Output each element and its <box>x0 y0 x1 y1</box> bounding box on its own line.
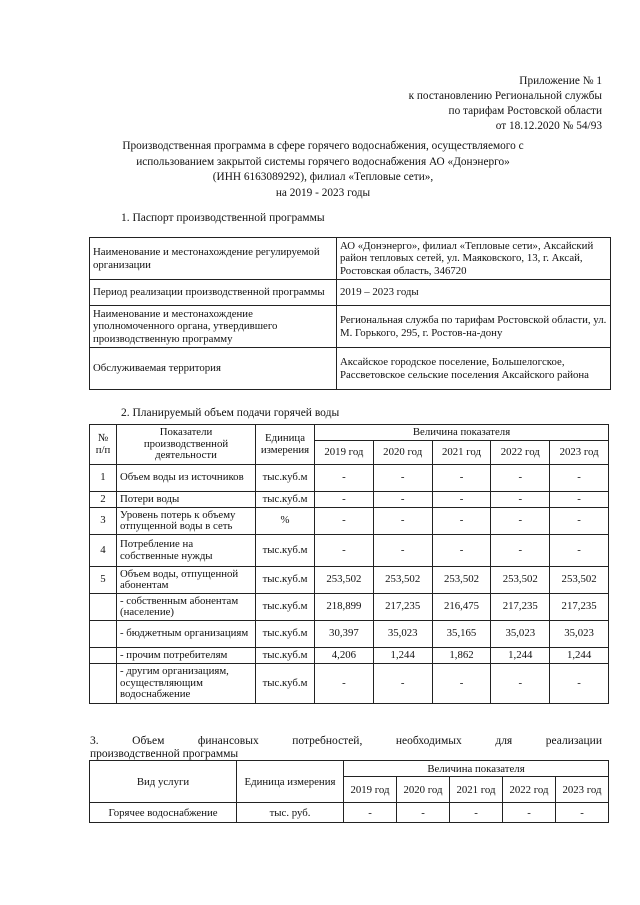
row-value: 218,899 <box>315 594 374 621</box>
table-row <box>90 306 611 348</box>
row-value: 217,235 <box>550 594 609 621</box>
row-name: Уровень потерь к объему отпущенной воды в сеть <box>117 508 256 535</box>
row-value: - <box>503 803 556 823</box>
table-row <box>90 238 611 280</box>
row-value: - <box>550 492 609 508</box>
section1-heading: 1. Паспорт производственной программы <box>121 212 325 224</box>
section3-heading <box>90 735 602 761</box>
row-value: 35,165 <box>432 621 491 648</box>
table-row <box>90 280 611 306</box>
header-num: № п/п <box>90 425 117 465</box>
passport-value: АО «Донэнерго», филиал «Тепловые сети», Аксайский район тепловых сетей, ул. Маяковского, 13, г. Аксай, Ростовская область, 346720 <box>337 238 611 280</box>
heading-word: Объем <box>132 735 165 747</box>
header-year: 2019 год <box>344 777 397 803</box>
row-value: - <box>550 535 609 567</box>
heading-word: финансовых <box>197 735 259 747</box>
row-value: 253,502 <box>432 567 491 594</box>
row-num <box>90 648 117 664</box>
row-value: - <box>550 508 609 535</box>
row-num <box>90 621 117 648</box>
heading-word: потребностей, <box>292 735 363 747</box>
heading-word: реализации <box>545 735 602 747</box>
table-row <box>90 535 609 567</box>
section2-heading: 2. Планируемый объем подачи горячей воды <box>121 407 340 419</box>
header-year: 2019 год <box>315 441 374 465</box>
row-value: 35,023 <box>373 621 432 648</box>
table-row <box>90 594 609 621</box>
row-value: - <box>450 803 503 823</box>
row-num: 4 <box>90 535 117 567</box>
row-unit: тыс.куб.м <box>256 621 315 648</box>
row-value: - <box>491 664 550 704</box>
appendix-line: Приложение № 1 <box>519 75 602 87</box>
row-value: - <box>373 664 432 704</box>
document-title <box>90 139 556 201</box>
row-num: 1 <box>90 465 117 492</box>
row-service: Горячее водоснабжение <box>90 803 237 823</box>
row-value: 217,235 <box>373 594 432 621</box>
row-unit: тыс.куб.м <box>256 664 315 704</box>
row-name: Потребление на собственные нужды <box>117 535 256 567</box>
heading-word: для <box>495 735 513 747</box>
heading-line: производственной программы <box>90 748 239 760</box>
header-value: Величина показателя <box>344 761 609 777</box>
row-value: - <box>550 465 609 492</box>
row-value: - <box>315 492 374 508</box>
row-value: 35,023 <box>491 621 550 648</box>
row-unit: тыс. руб. <box>237 803 344 823</box>
row-unit: тыс.куб.м <box>256 492 315 508</box>
row-value: 216,475 <box>432 594 491 621</box>
row-unit: тыс.куб.м <box>256 648 315 664</box>
passport-label: Наименование и местонахождение регулируемой организации <box>90 238 337 280</box>
row-value: - <box>373 465 432 492</box>
row-value: 1,244 <box>491 648 550 664</box>
header-year: 2021 год <box>450 777 503 803</box>
row-unit: тыс.куб.м <box>256 535 315 567</box>
table-row <box>90 648 609 664</box>
row-value: - <box>397 803 450 823</box>
row-value: 1,244 <box>550 648 609 664</box>
row-name: Объем воды, отпущенной абонентам <box>117 567 256 594</box>
row-value: - <box>315 465 374 492</box>
row-value: - <box>491 535 550 567</box>
row-value: - <box>373 535 432 567</box>
row-value: - <box>550 664 609 704</box>
header-unit: Единица измерения <box>256 425 315 465</box>
row-value: - <box>315 664 374 704</box>
row-value: 253,502 <box>373 567 432 594</box>
table-row <box>90 621 609 648</box>
table-row <box>90 567 609 594</box>
row-num <box>90 664 117 704</box>
row-unit: тыс.куб.м <box>256 567 315 594</box>
header-year: 2022 год <box>503 777 556 803</box>
row-num <box>90 594 117 621</box>
table-row <box>90 803 609 823</box>
row-unit: тыс.куб.м <box>256 594 315 621</box>
row-value: 4,206 <box>315 648 374 664</box>
finance-table <box>89 760 609 823</box>
header-year: 2022 год <box>491 441 550 465</box>
row-unit: тыс.куб.м <box>256 465 315 492</box>
row-num: 3 <box>90 508 117 535</box>
passport-label: Период реализации производственной программы <box>90 280 337 306</box>
row-value: - <box>315 535 374 567</box>
header-year: 2020 год <box>373 441 432 465</box>
row-value: - <box>491 465 550 492</box>
row-value: 1,862 <box>432 648 491 664</box>
row-name: Потери воды <box>117 492 256 508</box>
title-line: Производственная программа в сфере горячего водоснабжения, осуществляемого с <box>122 140 524 152</box>
row-value: - <box>373 492 432 508</box>
row-value: - <box>432 492 491 508</box>
appendix-line: к постановлению Региональной службы <box>408 90 602 102</box>
passport-value: Региональная служба по тарифам Ростовской области, ул. М. Горького, 295, г. Ростов-на-дону <box>337 306 611 348</box>
row-num: 2 <box>90 492 117 508</box>
title-line: на 2019 - 2023 годы <box>275 186 371 199</box>
row-name: Объем воды из источников <box>117 465 256 492</box>
header-unit: Единица измерения <box>237 761 344 803</box>
row-value: - <box>432 508 491 535</box>
row-value: 253,502 <box>550 567 609 594</box>
row-value: - <box>491 492 550 508</box>
row-name: - бюджетным организациям <box>117 621 256 648</box>
row-value: 217,235 <box>491 594 550 621</box>
passport-table <box>89 237 611 390</box>
appendix-line: от 18.12.2020 № 54/93 <box>495 120 602 132</box>
table-header-row <box>90 761 609 777</box>
passport-label: Обслуживаемая территория <box>90 348 337 390</box>
row-unit: % <box>256 508 315 535</box>
heading-word: 3. <box>90 735 99 747</box>
header-service: Вид услуги <box>90 761 237 803</box>
table-row <box>90 664 609 704</box>
row-value: 30,397 <box>315 621 374 648</box>
row-value: - <box>344 803 397 823</box>
row-value: 35,023 <box>550 621 609 648</box>
heading-word: необходимых <box>395 735 462 747</box>
title-line: использованием закрытой системы горячего водоснабжения АО «Донэнерго» <box>136 155 510 168</box>
appendix-block <box>409 74 602 134</box>
row-value: - <box>491 508 550 535</box>
appendix-line: по тарифам Ростовской области <box>448 105 602 117</box>
table-row <box>90 465 609 492</box>
header-year: 2020 год <box>397 777 450 803</box>
title-line: (ИНН 6163089292), филиал «Тепловые сети», <box>212 171 434 183</box>
row-value: - <box>432 535 491 567</box>
table-row <box>90 492 609 508</box>
header-year: 2023 год <box>556 777 609 803</box>
table-header-row <box>90 425 609 441</box>
passport-value: 2019 – 2023 годы <box>337 280 611 306</box>
row-value: 253,502 <box>491 567 550 594</box>
row-name: - собственным абонентам (население) <box>117 594 256 621</box>
row-value: - <box>432 664 491 704</box>
header-value: Величина показателя <box>315 425 609 441</box>
header-indicator: Показатели производственной деятельности <box>117 425 256 465</box>
row-name: - прочим потребителям <box>117 648 256 664</box>
row-value: 253,502 <box>315 567 374 594</box>
row-value: - <box>556 803 609 823</box>
table-row <box>90 348 611 390</box>
row-value: - <box>373 508 432 535</box>
header-year: 2023 год <box>550 441 609 465</box>
header-year: 2021 год <box>432 441 491 465</box>
volume-table <box>89 424 609 704</box>
row-name: - другим организациям, осуществляющим водоснабжение <box>117 664 256 704</box>
passport-value: Аксайское городское поселение, Большелогское, Рассветовское сельские поселения Аксайского района <box>337 348 611 390</box>
row-value: - <box>315 508 374 535</box>
row-num: 5 <box>90 567 117 594</box>
row-value: 1,244 <box>373 648 432 664</box>
table-row <box>90 508 609 535</box>
row-value: - <box>432 465 491 492</box>
passport-label: Наименование и местонахождение уполномоченного органа, утвердившего производственную программу <box>90 306 337 348</box>
